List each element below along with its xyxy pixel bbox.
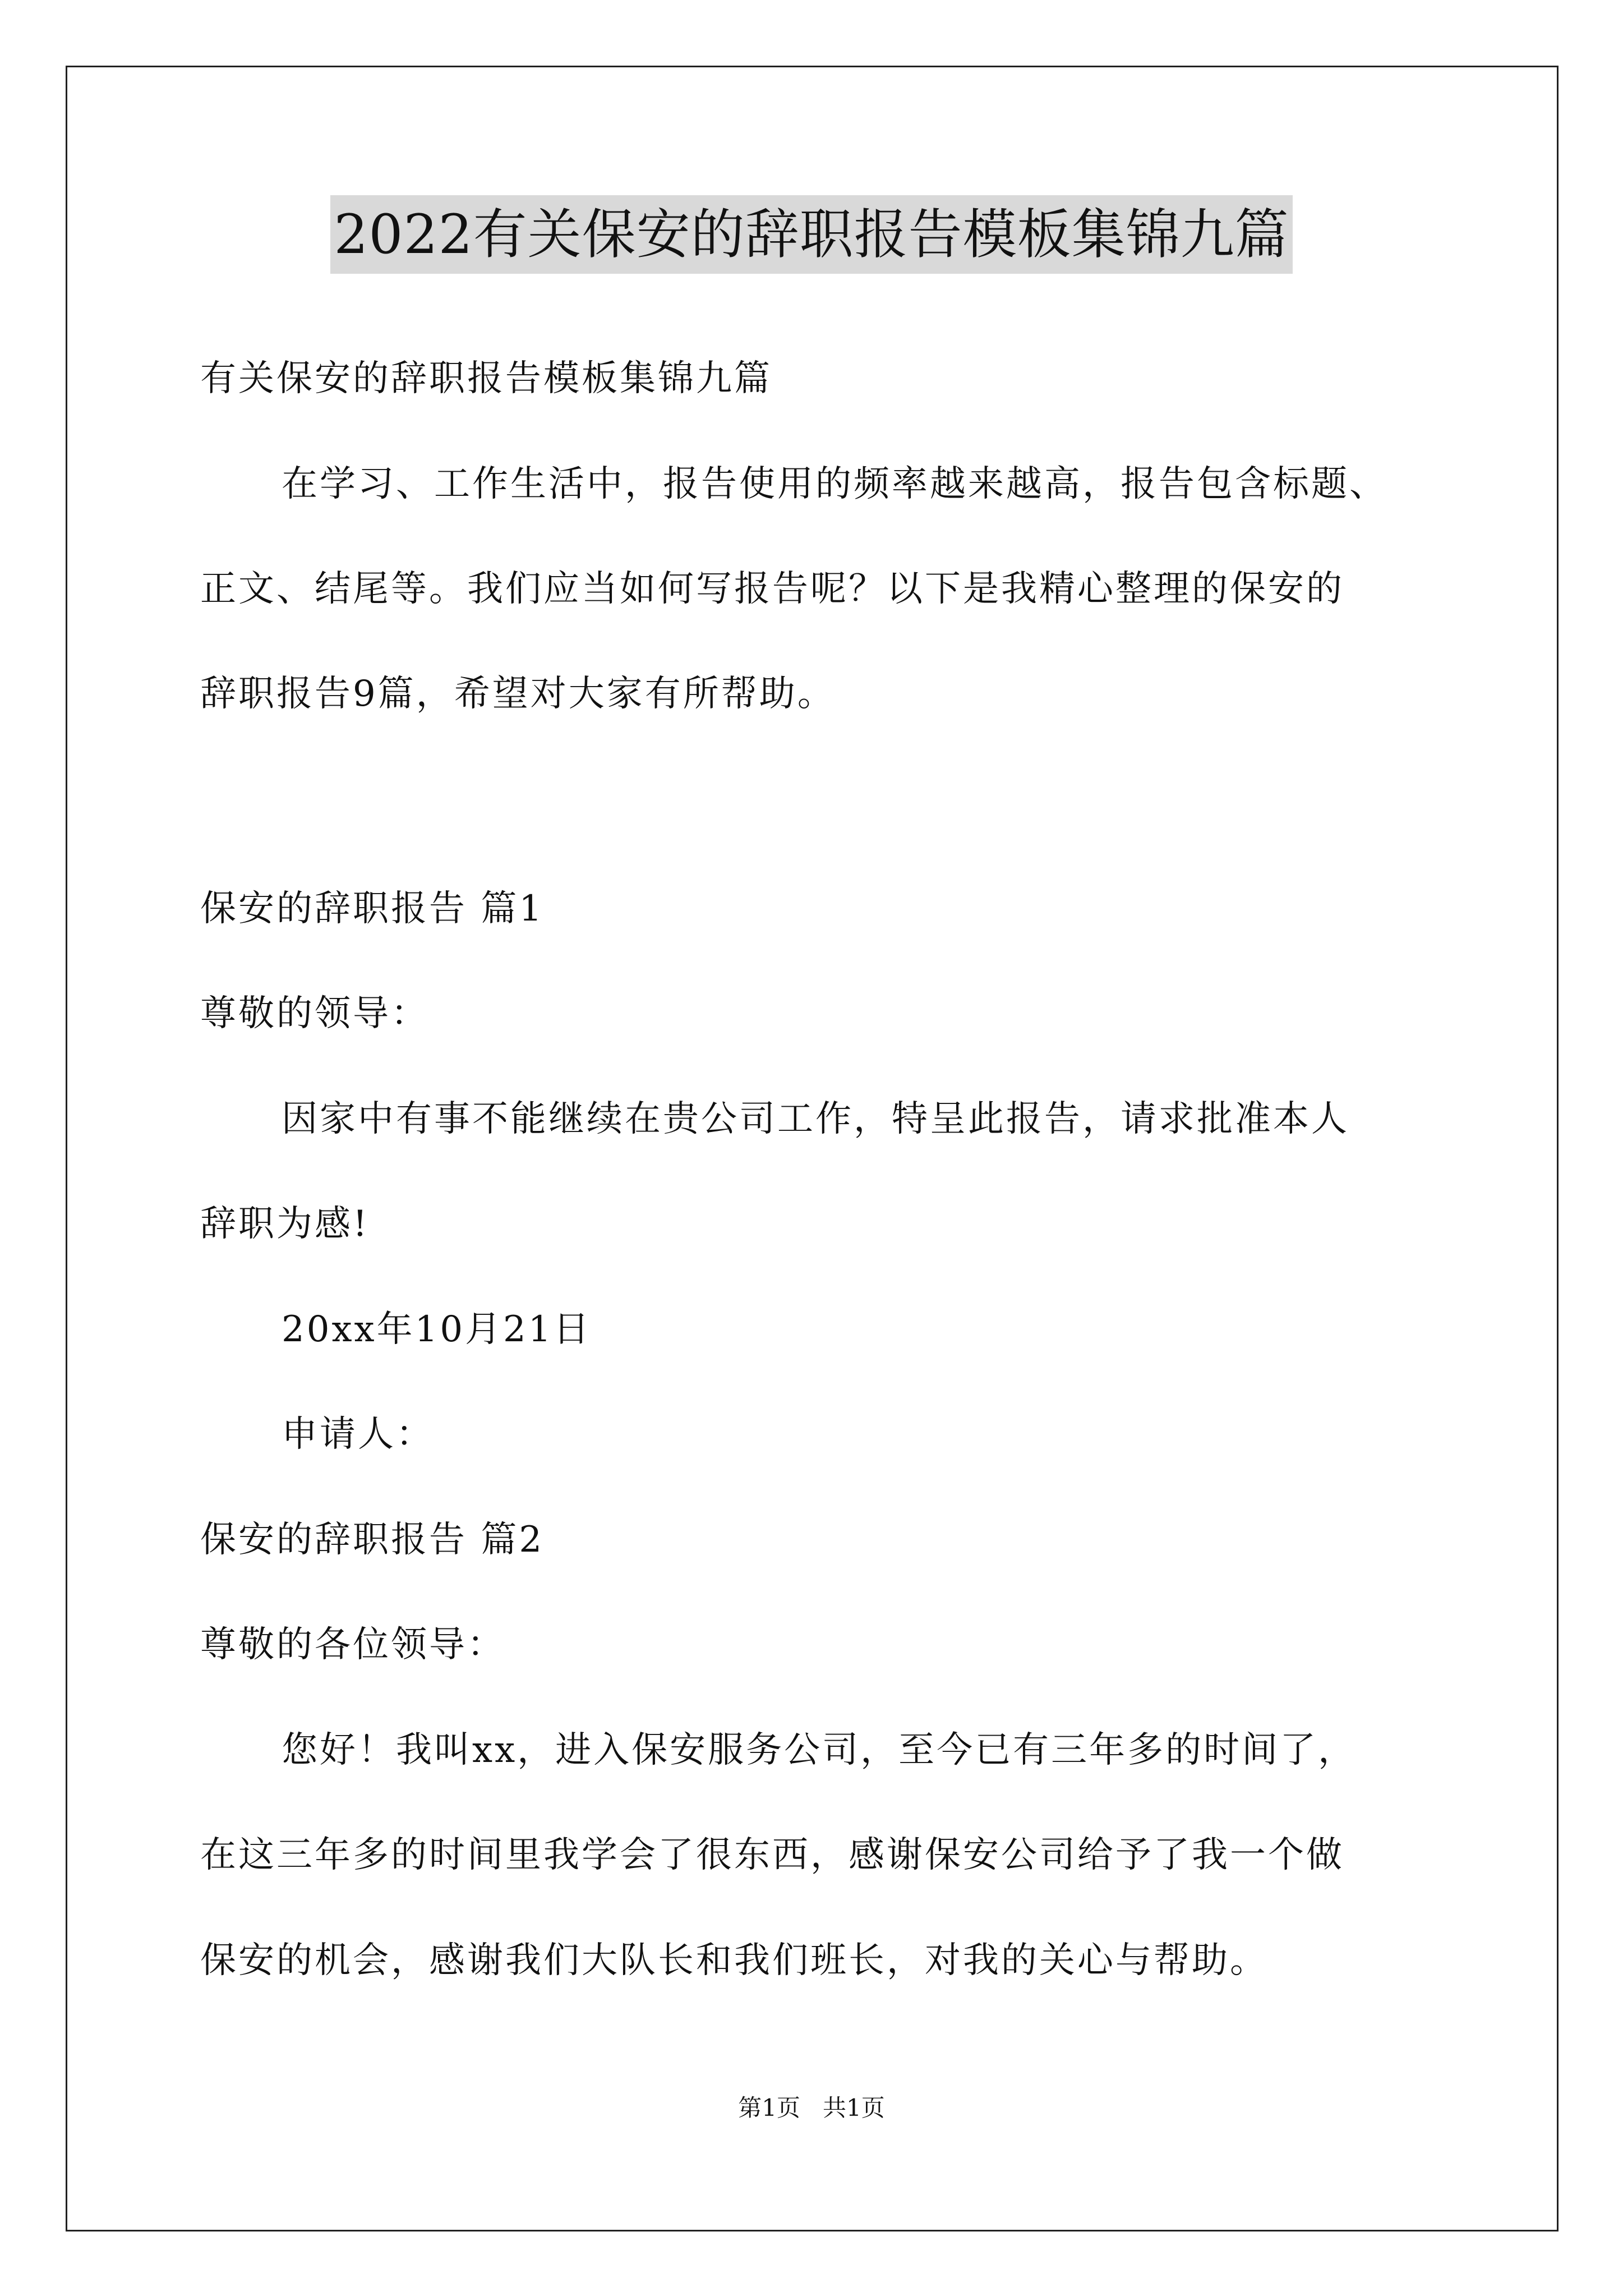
intro-line-1: 在学习、工作生活中，报告使用的频率越来越高，报告包含标题、 [282, 463, 1387, 505]
title-container [0, 195, 1623, 274]
body-2-line-2: 在这三年多的时间里我学会了很东西，感谢保安公司给予了我一个做 [200, 1834, 1344, 1876]
salutation-2: 尊敬的各位领导： [200, 1624, 505, 1665]
subtitle-line: 有关保安的辞职报告模板集锦九篇 [200, 358, 772, 399]
intro-line-3: 辞职报告9篇，希望对大家有所帮助。 [200, 673, 836, 715]
section-heading-1: 保安的辞职报告 篇1 [200, 888, 545, 930]
intro-line-2: 正文、结尾等。我们应当如何写报告呢？以下是我精心整理的保安的 [200, 568, 1344, 610]
salutation-1: 尊敬的领导： [200, 993, 429, 1034]
body-1-line-1: 因家中有事不能继续在贵公司工作，特呈此报告，请求批准本人 [282, 1098, 1349, 1140]
applicant-line: 申请人： [282, 1414, 434, 1455]
section-heading-2: 保安的辞职报告 篇2 [200, 1519, 545, 1561]
document-title: 2022有关保安的辞职报告模板集锦九篇 [330, 195, 1292, 274]
body-2-line-1: 您好！我叫xx，进入保安服务公司，至今已有三年多的时间了， [282, 1729, 1357, 1771]
date-line: 20xx年10月21日 [282, 1309, 592, 1350]
body-1-line-2: 辞职为感! [200, 1203, 370, 1245]
body-2-line-3: 保安的机会，感谢我们大队长和我们班长，对我的关心与帮助。 [200, 1940, 1268, 1981]
page-footer: 第1页 共1页 [738, 2094, 885, 2122]
